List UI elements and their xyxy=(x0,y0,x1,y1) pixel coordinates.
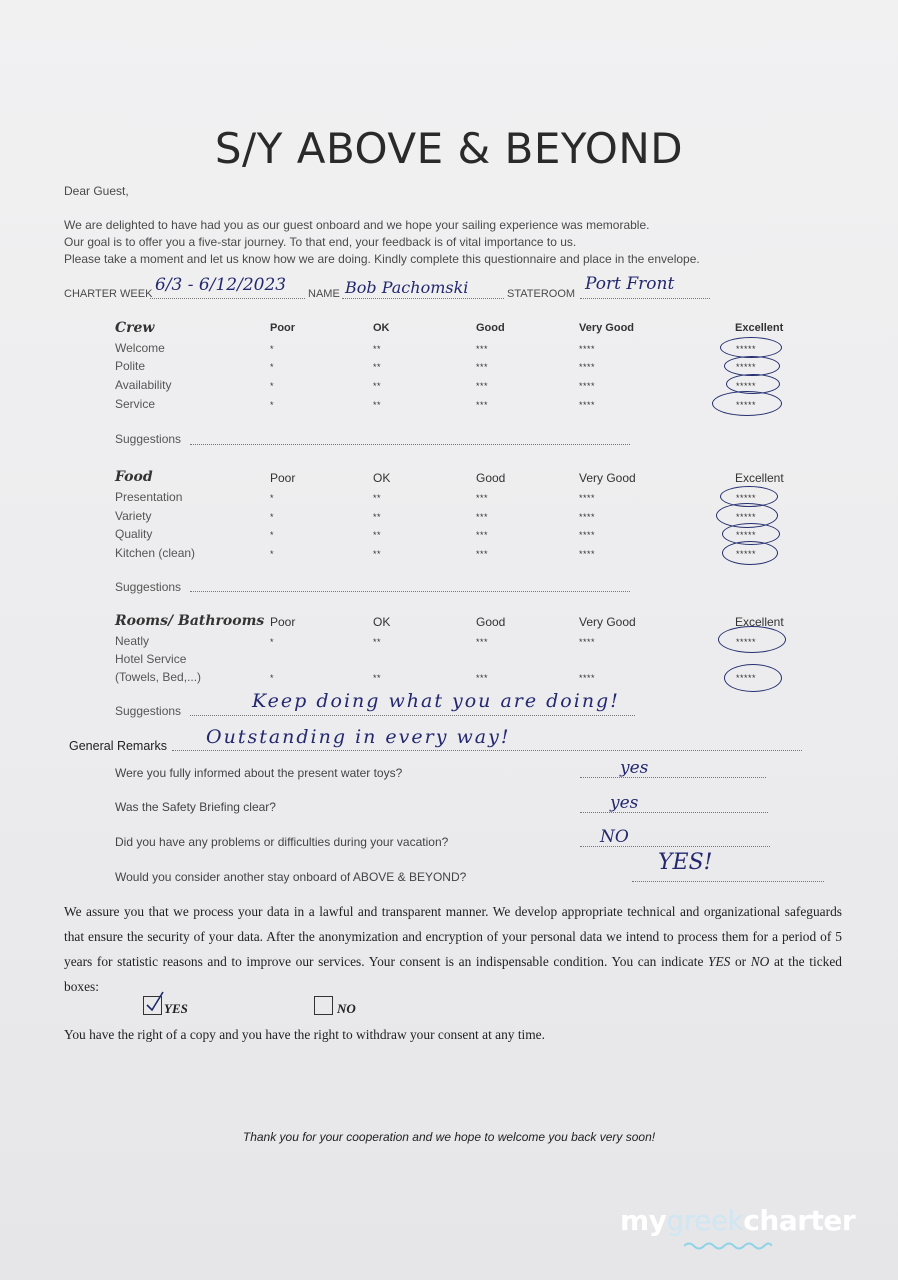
watermark-part-my: my xyxy=(620,1204,667,1237)
answer-line xyxy=(632,881,824,882)
general-remarks-value[interactable]: Outstanding in every way! xyxy=(206,726,511,748)
consent-tail: at the ticked boxes: xyxy=(64,954,842,994)
section-title-food: Food xyxy=(115,469,153,485)
answer-problems[interactable]: NO xyxy=(600,827,629,847)
header-excellent: Excellent xyxy=(735,615,784,629)
header-ok: OK xyxy=(373,615,391,629)
header-ok: OK xyxy=(373,471,391,485)
greeting: Dear Guest, xyxy=(64,184,129,198)
header-very-good: Very Good xyxy=(579,322,635,334)
section-title-crew: Crew xyxy=(115,320,155,336)
consent-yes-checkbox[interactable] xyxy=(143,996,162,1015)
rating-option[interactable]: * xyxy=(270,549,275,559)
rating-option[interactable]: ***** xyxy=(736,530,757,540)
rating-option[interactable]: ***** xyxy=(736,673,757,683)
document-title: S/Y ABOVE & BEYOND xyxy=(214,124,684,173)
rating-option[interactable]: *** xyxy=(476,493,489,503)
intro-line-1: We are delighted to have had you as our guest onboard and we hope your sailing experience was memorable. xyxy=(64,218,650,232)
selection-circle xyxy=(722,541,778,565)
row-label-quality: Quality xyxy=(115,527,153,541)
row-label-towels-bed: (Towels, Bed,...) xyxy=(115,670,202,684)
rating-option[interactable]: **** xyxy=(579,673,596,683)
crew-suggestions-label: Suggestions xyxy=(115,432,182,446)
rating-option[interactable]: ** xyxy=(373,362,382,372)
copy-right-text: You have the right of a copy and you have the right to withdraw your consent at any time. xyxy=(64,1027,545,1042)
watermark-part-greek: greek xyxy=(666,1204,744,1237)
consent-no-word: NO xyxy=(750,954,770,969)
row-label-welcome: Welcome xyxy=(115,341,165,355)
rating-option[interactable]: * xyxy=(270,530,275,540)
stateroom-value[interactable]: Port Front xyxy=(585,274,675,294)
rating-option[interactable]: **** xyxy=(579,530,596,540)
rating-option[interactable]: **** xyxy=(579,549,596,559)
rating-option[interactable]: ***** xyxy=(736,400,757,410)
answer-safety-briefing[interactable]: yes xyxy=(610,793,639,813)
header-poor: Poor xyxy=(270,322,296,334)
rating-option[interactable]: **** xyxy=(579,381,596,391)
charter-week-label: CHARTER WEEK xyxy=(64,288,153,300)
answer-water-toys[interactable]: yes xyxy=(620,758,649,778)
intro-line-3: Please take a moment and let us know how we are doing. Kindly complete this questionnaire and place in the envelope. xyxy=(64,252,700,266)
rating-option[interactable]: * xyxy=(270,400,275,410)
rating-option[interactable]: ** xyxy=(373,400,382,410)
question-problems: Did you have any problems or difficulties during your vacation? xyxy=(115,835,449,849)
wave-icon xyxy=(684,1241,772,1251)
rating-option[interactable]: * xyxy=(270,344,275,354)
row-label-service: Service xyxy=(115,397,156,411)
header-good: Good xyxy=(476,322,505,334)
rating-option[interactable]: * xyxy=(270,381,275,391)
name-value[interactable]: Bob Pachomski xyxy=(345,278,469,297)
rating-option[interactable]: **** xyxy=(579,362,596,372)
rating-option[interactable]: *** xyxy=(476,381,489,391)
selection-circle xyxy=(718,626,786,653)
rating-option[interactable]: ** xyxy=(373,530,382,540)
watermark-part-charter: charter xyxy=(743,1204,856,1237)
rating-option[interactable]: ** xyxy=(373,512,382,522)
rating-option[interactable]: *** xyxy=(476,344,489,354)
answer-line xyxy=(580,777,766,778)
row-label-neatly: Neatly xyxy=(115,634,150,648)
consent-paragraph xyxy=(64,899,842,999)
rooms-suggestions-line[interactable] xyxy=(190,715,635,716)
selection-circle xyxy=(724,664,782,692)
general-remarks-line[interactable] xyxy=(172,750,802,751)
rating-option[interactable]: ***** xyxy=(736,493,757,503)
consent-no-label: NO xyxy=(337,1001,356,1016)
rating-option[interactable]: *** xyxy=(476,637,489,647)
rating-option[interactable]: ***** xyxy=(736,549,757,559)
header-excellent: Excellent xyxy=(735,471,784,485)
rating-option[interactable]: ** xyxy=(373,381,382,391)
row-label-availability: Availability xyxy=(115,378,172,392)
rooms-suggestions-value[interactable]: Keep doing what you are doing! xyxy=(252,690,620,712)
rating-option[interactable]: ***** xyxy=(736,637,757,647)
rooms-suggestions-label: Suggestions xyxy=(115,704,182,718)
rating-option[interactable]: *** xyxy=(476,530,489,540)
consent-text: We assure you that we process your data in a lawful and transparent manner. We develop appropriate technical and organizational safeguards that ensure the security of your data. After the anonymization and encryption of your personal data we intend to process them for a period of 5 years for statistic reasons and to improve our services. Your consent is an indispensable condition. You can indicate xyxy=(64,904,842,969)
selection-circle xyxy=(712,391,782,416)
rating-option[interactable]: ***** xyxy=(736,381,757,391)
rating-option[interactable]: *** xyxy=(476,512,489,522)
consent-or-word: or xyxy=(730,954,751,969)
rating-option[interactable]: *** xyxy=(476,400,489,410)
checkmark-icon xyxy=(144,991,166,1015)
rating-option[interactable]: ** xyxy=(373,344,382,354)
rating-option[interactable]: * xyxy=(270,512,275,522)
consent-yes-word: YES xyxy=(708,954,731,969)
thanks-message: Thank you for your cooperation and we hope to welcome you back very soon! xyxy=(242,1130,656,1144)
row-label-polite: Polite xyxy=(115,359,146,373)
name-label: NAME xyxy=(308,288,340,300)
row-label-variety: Variety xyxy=(115,509,152,523)
stateroom-line xyxy=(580,298,710,299)
header-poor: Poor xyxy=(270,615,296,629)
header-very-good: Very Good xyxy=(579,471,636,485)
consent-no-checkbox[interactable] xyxy=(314,996,333,1015)
rating-option[interactable]: ***** xyxy=(736,512,757,522)
rating-option[interactable]: *** xyxy=(476,362,489,372)
rating-option[interactable]: * xyxy=(270,362,275,372)
rating-option[interactable]: ***** xyxy=(736,362,757,372)
rating-option[interactable]: **** xyxy=(579,344,596,354)
stateroom-label: STATEROOM xyxy=(507,288,576,300)
header-good: Good xyxy=(476,471,506,485)
answer-stay-again[interactable]: YES! xyxy=(658,850,713,875)
rating-option[interactable]: ** xyxy=(373,673,382,683)
watermark-logo xyxy=(620,1204,855,1237)
food-suggestions-label: Suggestions xyxy=(115,580,182,594)
question-stay-again: Would you consider another stay onboard of ABOVE & BEYOND? xyxy=(115,870,467,884)
rating-option[interactable]: *** xyxy=(476,673,489,683)
answer-line xyxy=(580,812,768,813)
rating-option[interactable]: * xyxy=(270,493,275,503)
intro-line-2: Our goal is to offer you a five-star journey. To that end, your feedback is of vital importance to us. xyxy=(64,235,577,249)
rating-option[interactable]: * xyxy=(270,673,275,683)
food-suggestions-line[interactable] xyxy=(190,591,630,592)
section-title-rooms: Rooms/ Bathrooms xyxy=(115,613,265,629)
consent-yes-label: YES xyxy=(164,1001,188,1016)
question-water-toys: Were you fully informed about the present water toys? xyxy=(115,766,403,780)
row-label-kitchen: Kitchen (clean) xyxy=(115,546,196,560)
rating-option[interactable]: * xyxy=(270,637,275,647)
rating-option[interactable]: **** xyxy=(579,493,596,503)
charter-week-line xyxy=(150,298,305,299)
question-safety-briefing: Was the Safety Briefing clear? xyxy=(115,800,276,814)
selection-circle xyxy=(720,337,782,358)
row-label-hotel-service: Hotel Service xyxy=(115,652,187,666)
header-poor: Poor xyxy=(270,471,296,485)
rating-option[interactable]: ** xyxy=(373,549,382,559)
header-ok: OK xyxy=(373,322,390,334)
crew-suggestions-line[interactable] xyxy=(190,444,630,445)
rating-option[interactable]: ** xyxy=(373,637,382,647)
rating-option[interactable]: ** xyxy=(373,493,382,503)
row-label-presentation: Presentation xyxy=(115,490,183,504)
rating-option[interactable]: ***** xyxy=(736,344,757,354)
rating-option[interactable]: **** xyxy=(579,637,596,647)
rating-option[interactable]: **** xyxy=(579,400,596,410)
header-very-good: Very Good xyxy=(579,615,636,629)
name-line xyxy=(342,298,504,299)
general-remarks-label: General Remarks xyxy=(69,739,167,753)
header-excellent: Excellent xyxy=(735,322,784,334)
header-good: Good xyxy=(476,615,506,629)
charter-week-value[interactable]: 6/3 - 6/12/2023 xyxy=(155,275,287,295)
selection-circle xyxy=(724,356,780,376)
rating-option[interactable]: **** xyxy=(579,512,596,522)
rating-option[interactable]: *** xyxy=(476,549,489,559)
